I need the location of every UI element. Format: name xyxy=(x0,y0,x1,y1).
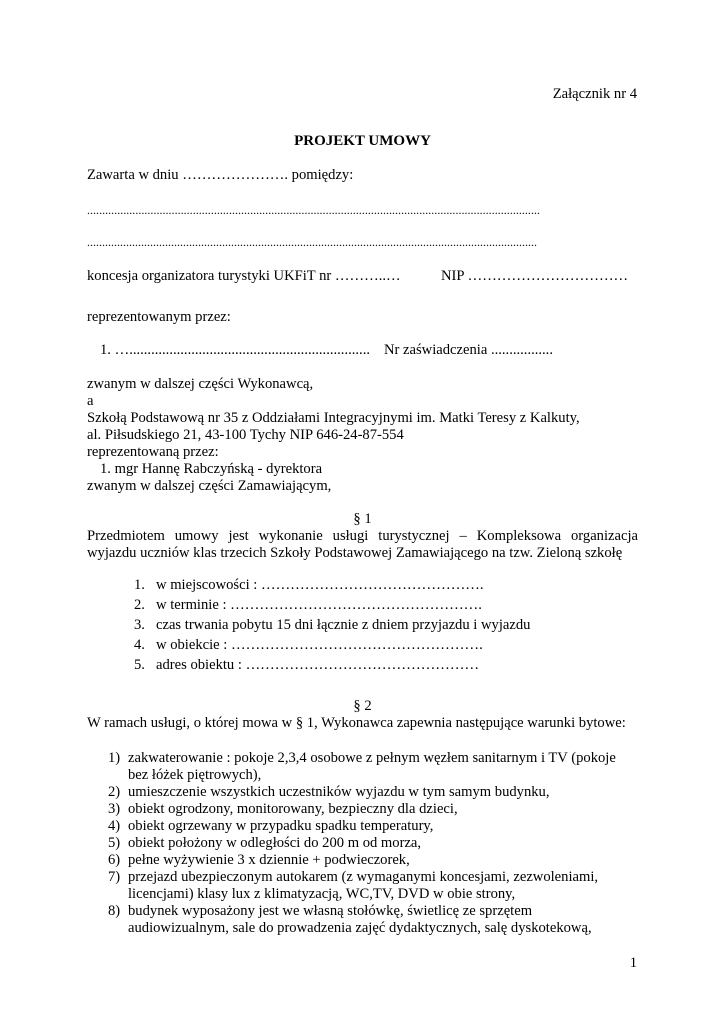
license-line: koncesja organizatora turystyki UKFiT nr ………..… xyxy=(87,268,401,284)
and-conjunction: a xyxy=(87,393,94,409)
list-item-number: 4) xyxy=(108,818,121,834)
list-item-number: 4. xyxy=(134,637,145,653)
section-2-heading: § 2 xyxy=(353,698,372,714)
list-item: przejazd ubezpieczonym autokarem (z wymaganymi koncesjami, zezwoleniami, xyxy=(128,869,599,885)
list-item-number: 2. xyxy=(134,597,145,613)
list-item: budynek wyposażony jest we własną stołówkę, świetlicę ze sprzętem xyxy=(128,903,533,919)
list-item-number: 7) xyxy=(108,869,121,885)
list-item-number: 6) xyxy=(108,852,121,868)
concluded-date-line: Zawarta w dniu …………………. pomiędzy: xyxy=(87,167,354,183)
list-item: zakwaterowanie : pokoje 2,3,4 osobowe z pełnym węzłem sanitarnym i TV (pokoje xyxy=(128,750,616,766)
contractor-called: zwanym w dalszej części Wykonawcą, xyxy=(87,376,314,392)
section-2-intro: W ramach usługi, o której mowa w § 1, Wykonawca zapewnia następujące warunki bytowe: xyxy=(87,715,626,731)
list-item-number: 5. xyxy=(134,657,145,673)
list-item: czas trwania pobytu 15 dni łącznie z dniem przyjazdu i wyjazdu xyxy=(156,617,531,633)
list-item: umieszczenie wszystkich uczestników wyjazdu w tym samym budynku, xyxy=(128,784,550,800)
list-item: obiekt ogrodzony, monitorowany, bezpieczny dla dzieci, xyxy=(128,801,458,817)
list-item: w terminie : ……………………………………………. xyxy=(156,597,482,613)
section-1-heading: § 1 xyxy=(353,511,372,527)
list-item: pełne wyżywienie 3 x dziennie + podwieczorek, xyxy=(128,852,410,868)
list-item: w obiekcie : ……………………………………………. xyxy=(156,637,483,653)
list-item-number: 5) xyxy=(108,835,121,851)
section-1-text-line-1: Przedmiotem umowy jest wykonanie usługi turystycznej – Kompleksowa organizacja xyxy=(87,528,638,544)
director-item: 1. mgr Hannę Rabczyńską - dyrektora xyxy=(100,461,323,477)
school-name: Szkołą Podstawową nr 35 z Oddziałami Integracyjnymi im. Matki Teresy z Kalkuty, xyxy=(87,410,580,426)
party-dots-line-1: ...................................................................................................................................................... xyxy=(87,203,540,217)
section-1-text-line-2: wyjazdu uczniów klas trzecich Szkoły Podstawowej Zamawiającego na tzw. Zieloną szkołę xyxy=(87,545,623,561)
list-item: obiekt ogrzewany w przypadku spadku temperatury, xyxy=(128,818,434,834)
list-item-number: 3) xyxy=(108,801,121,817)
list-item-number: 3. xyxy=(134,617,145,633)
represented-by-label: reprezentowanym przez: xyxy=(87,309,231,325)
list-item: obiekt położony w odległości do 200 m od morza, xyxy=(128,835,422,851)
representative-item: 1. ….................................................................. xyxy=(100,342,370,358)
client-called: zwanym w dalszej części Zamawiającym, xyxy=(87,478,332,494)
document-title: PROJEKT UMOWY xyxy=(294,133,431,149)
list-item-continuation: bez łóżek piętrowych), xyxy=(128,767,262,783)
attachment-label: Załącznik nr 4 xyxy=(552,86,637,102)
list-item: w miejscowości : ………………………………………. xyxy=(156,577,484,593)
nip-line: NIP …………………………… xyxy=(441,268,629,284)
certificate-number: Nr zaświadczenia ................. xyxy=(384,342,553,358)
list-item-number: 2) xyxy=(108,784,121,800)
list-item-continuation: audiowizualnym, sale do prowadzenia zajęć dydaktycznych, salę dyskotekową, xyxy=(128,920,592,936)
list-item-number: 8) xyxy=(108,903,121,919)
list-item: adres obiektu : ………………………………………… xyxy=(156,657,480,673)
list-item-number: 1) xyxy=(108,750,121,766)
school-represented-label: reprezentowaną przez: xyxy=(87,444,219,460)
party-dots-line-2: ...................................................................................................................................................... xyxy=(87,235,537,249)
page-number: 1 xyxy=(629,955,637,971)
list-item-continuation: licencjami) klasy lux z klimatyzacją, WC,TV, DVD w obie strony, xyxy=(128,886,516,902)
school-address: al. Piłsudskiego 21, 43-100 Tychy NIP 646-24-87-554 xyxy=(87,427,404,443)
list-item-number: 1. xyxy=(134,577,145,593)
